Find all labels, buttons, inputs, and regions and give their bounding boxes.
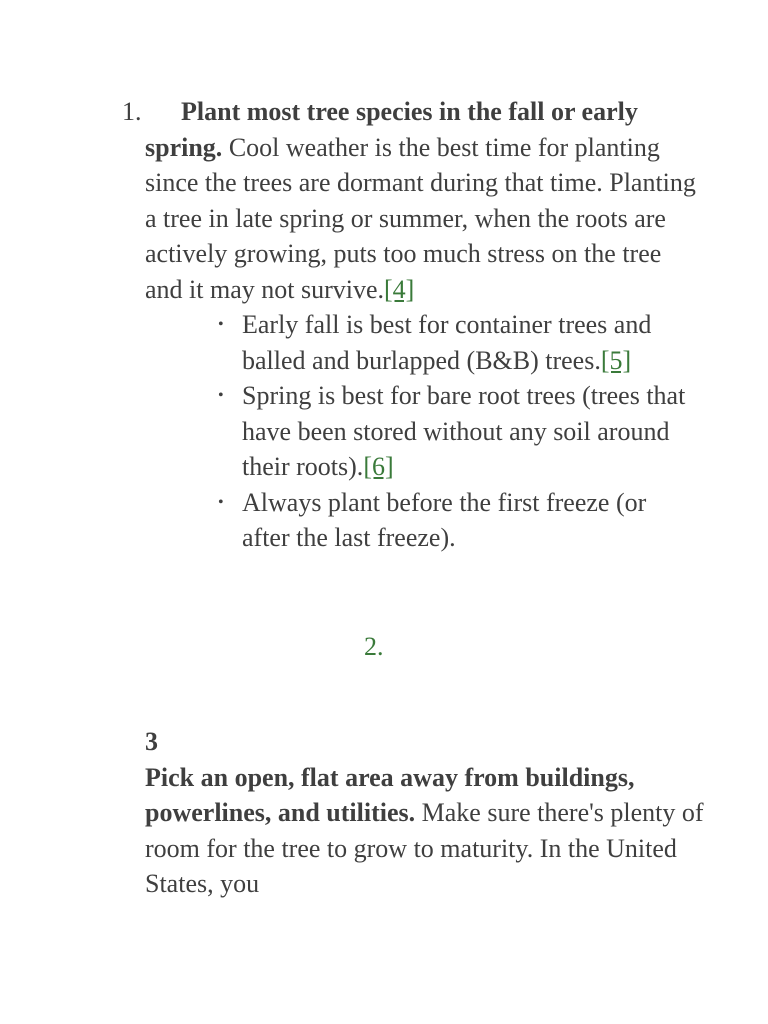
- step-3-paragraph: [145, 760, 705, 902]
- step-1-number: 1.: [122, 97, 142, 126]
- bullet-icon: •: [218, 387, 224, 404]
- bullet-icon: •: [218, 493, 224, 511]
- tip-text: Spring is best for bare root trees (trees that have been stored without any soil around their roots).: [242, 381, 686, 481]
- citation-link-4[interactable]: [4]: [384, 274, 415, 304]
- list-item: [218, 485, 692, 556]
- step-3: [145, 724, 705, 902]
- step-2-link[interactable]: 2.: [364, 632, 384, 661]
- list-item: [218, 378, 692, 485]
- tip-text: Always plant before the first freeze (or after the last freeze).: [242, 487, 647, 552]
- citation-link-6[interactable]: [6]: [363, 452, 394, 481]
- step-1-title: Plant most tree species in the fall or early spring.: [145, 97, 638, 162]
- step-1-body: Cool weather is the best time for planting since the trees are dormant during that time. Planting a tree in late spring or summer, when the roots are actively growing, puts too much stress on the tree and it may not survive.: [145, 132, 696, 304]
- step-1-paragraph: [145, 94, 705, 307]
- list-item: [218, 307, 692, 378]
- tip-text: Early fall is best for container trees and balled and burlapped (B&B) trees.: [242, 310, 652, 375]
- step-3-body: Make sure there's plenty of room for the tree to grow to maturity. In the United States, you: [145, 798, 704, 898]
- step-1-tips-list: [218, 307, 692, 556]
- step-3-title: Pick an open, flat area away from buildings, powerlines, and utilities.: [145, 762, 635, 827]
- step-1: [122, 94, 705, 556]
- citation-link-5[interactable]: [5]: [600, 345, 632, 375]
- bullet-icon: •: [218, 316, 224, 333]
- step-3-number: 3: [145, 727, 158, 756]
